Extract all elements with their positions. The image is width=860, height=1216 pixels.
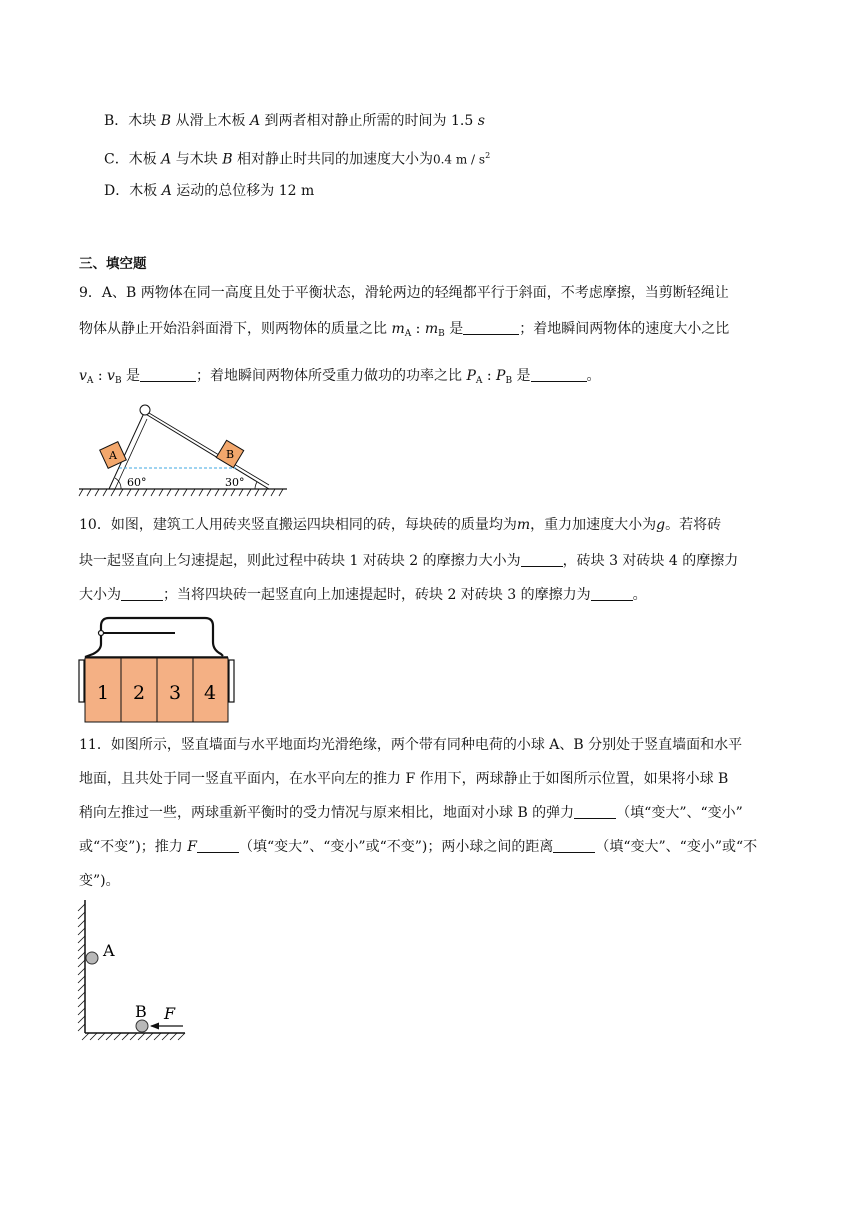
- angle-30-label: 30°: [225, 476, 245, 489]
- option-b: B．木块 B 从滑上木板 A 到两者相对静止所需的时间为 1.5 s: [104, 113, 485, 129]
- option-c: C．木板 A 与木块 B 相对静止时共同的加速度大小为0.4 m / $s^2$: [104, 151, 491, 168]
- answer-blank[interactable]: [574, 804, 616, 819]
- brick-clamp-figure: [79, 614, 234, 722]
- q11-line-1: 11．如图所示，竖直墙面与水平地面均光滑绝缘，两个带有同种电荷的小球 A、B 分别处于竖直墙面和水平: [79, 737, 743, 753]
- q10-line-1: 10．如图，建筑工人用砖夹竖直搬运四块相同的砖，每块砖的质量均为m，重力加速度大小为g。若将砖: [79, 517, 722, 533]
- force-f-label: F: [164, 1004, 176, 1023]
- q10-line-3: 大小为 ；当将四块砖一起竖直向上加速提起时，砖块 2 对砖块 3 的摩擦力为 。: [79, 587, 647, 603]
- q11-line-5: 变”)。: [79, 873, 120, 889]
- q9-line-1: 9．A、B 两物体在同一高度且处于平衡状态，滑轮两边的轻绳都平行于斜面，不考虑摩擦，当剪断轻绳让: [79, 285, 729, 301]
- q11-line-4: 或“不变”)；推力 F （填“变大”、“变小”或“不变”)；两小球之间的距离 （填“变大”、“变小”或“不: [79, 839, 758, 855]
- q11-line-3: 稍向左推过一些，两球重新平衡时的受力情况与原来相比，地面对小球 B 的弹力 （填“变大”、“变小”: [79, 805, 743, 821]
- brick-3-label: 3: [168, 682, 182, 704]
- option-d: D．木板 A 运动的总位移为 12 m: [104, 183, 315, 199]
- section-heading: 三、填空题: [79, 256, 147, 272]
- q11-line-2: 地面，且共处于同一竖直平面内，在水平向左的推力 F 作用下，两球静止于如图所示位置，如果将小球 B: [79, 771, 729, 787]
- ball-a-label: A: [103, 941, 115, 960]
- incline-pulley-figure: [79, 400, 294, 500]
- answer-blank[interactable]: [121, 586, 163, 601]
- angle-60-label: 60°: [127, 476, 147, 489]
- block-a-label: A: [109, 449, 117, 462]
- q9-line-2: 物体从静止开始沿斜面滑下，则两物体的质量之比 $m_A$ : $m_B$ 是 ；着地瞬间两物体的速度大小之比: [79, 321, 730, 339]
- q9-line-3: $v_A$ : $v_B$ 是 ；着地瞬间两物体所受重力做功的功率之比 $P_A$ : $P_B$ 是 。: [79, 368, 601, 386]
- brick-4-label: 4: [203, 682, 217, 704]
- answer-blank[interactable]: [140, 367, 196, 382]
- answer-blank[interactable]: [463, 320, 519, 335]
- answer-blank[interactable]: [553, 838, 595, 853]
- ball-b-label: B: [135, 1002, 147, 1021]
- charged-balls-figure: [75, 898, 190, 1048]
- answer-blank[interactable]: [591, 586, 633, 601]
- answer-blank[interactable]: [197, 838, 239, 853]
- answer-blank[interactable]: [531, 367, 587, 382]
- brick-2-label: 2: [132, 682, 146, 704]
- answer-blank[interactable]: [521, 552, 563, 567]
- brick-1-label: 1: [96, 682, 110, 704]
- q10-line-2: 块一起竖直向上匀速提起，则此过程中砖块 1 对砖块 2 的摩擦力大小为 ，砖块 3 对砖块 4 的摩擦力: [79, 553, 739, 569]
- block-b-label: B: [225, 448, 235, 461]
